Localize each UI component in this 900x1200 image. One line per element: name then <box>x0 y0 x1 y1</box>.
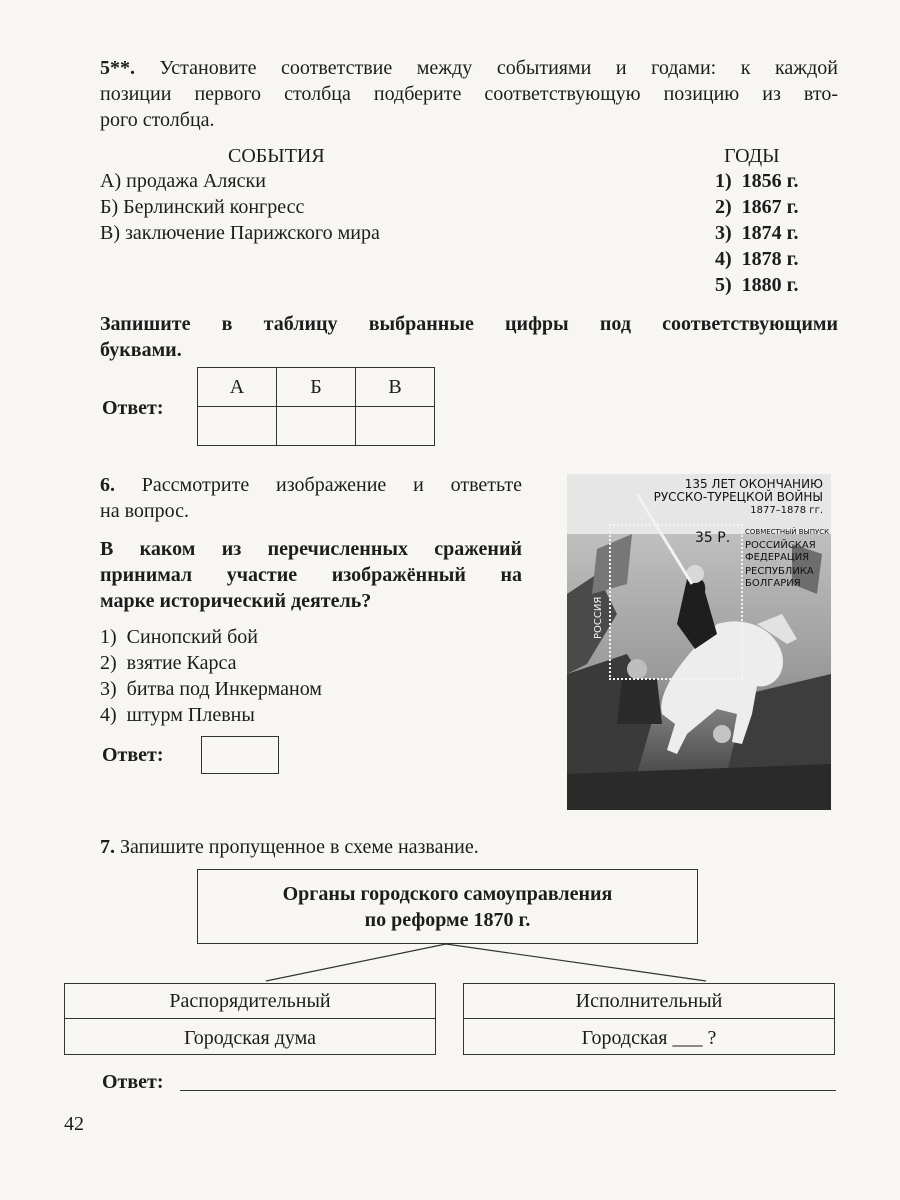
year-2: 2) 1867 г. <box>715 196 799 218</box>
q6-option-1: 1) Синопский бой <box>100 626 258 648</box>
q5-line-2: позиции первого столбца подберите соответствующую позицию из вто- <box>100 83 838 105</box>
q7-answer-label: Ответ: <box>102 1071 164 1093</box>
event-a: А) продажа Аляски <box>100 170 266 192</box>
right-box-header: Исполнительный <box>575 990 723 1012</box>
year-5: 5) 1880 г. <box>715 274 799 296</box>
q5-instruction: Запишите в таблицу выбранные цифры под соответствующими буквами. <box>100 313 838 361</box>
year-1: 1) 1856 г. <box>715 170 799 192</box>
left-box-value: Городская дума <box>183 1027 317 1049</box>
event-b: Б) Берлинский конгресс <box>100 196 305 218</box>
scheme-top-box: Органы городского самоуправления по реформе 1870 г. <box>197 869 698 944</box>
q6-number: 6. <box>100 474 115 496</box>
q5-line-3: рого столбца. <box>100 109 215 131</box>
table-header-v: В <box>356 368 435 407</box>
q7-answer-line[interactable] <box>180 1090 836 1091</box>
page-number: 42 <box>64 1113 84 1135</box>
q5-line-1: Установите соответствие между событиями и годами: к каждой <box>159 57 839 79</box>
q7-number: 7. <box>100 836 115 858</box>
left-box-header: Распорядительный <box>169 990 331 1012</box>
stamp-price: 35 Р. <box>695 530 731 546</box>
years-header: ГОДЫ <box>724 145 780 167</box>
event-v: В) заключение Парижского мира <box>100 222 380 244</box>
events-header: СОБЫТИЯ <box>228 145 325 167</box>
q5-answer-label: Ответ: <box>102 397 164 419</box>
q6-option-2: 2) взятие Карса <box>100 652 237 674</box>
q6-answer-label: Ответ: <box>102 744 164 766</box>
table-header-b: Б <box>277 368 356 407</box>
scheme-left-box <box>64 983 436 1055</box>
q6-question: В каком из перечисленных сражений принимал участие изображённый на марке исторический деятель? <box>100 538 522 612</box>
q6-option-4: 4) штурм Плевны <box>100 704 255 726</box>
q6-intro: 6. Рассмотрите изображение и ответьте на вопрос. <box>100 474 522 522</box>
q7-text: 7. Запишите пропущенное в схеме название. <box>100 836 479 858</box>
q6-option-3: 3) битва под Инкерманом <box>100 678 322 700</box>
stamp-country: РОССИЯ <box>593 596 604 639</box>
year-3: 3) 1874 г. <box>715 222 799 244</box>
stamp-side-text: СОВМЕСТНЫЙ ВЫПУСК РОССИЙСКАЯ ФЕДЕРАЦИЯ РЕСПУБЛИКА БОЛГАРИЯ <box>745 528 830 589</box>
scheme-right-box <box>463 983 835 1055</box>
stamp-title: 135 ЛЕТ ОКОНЧАНИЮ РУССКО-ТУРЕЦКОЙ ВОЙНЫ 1877–1878 гг. <box>653 477 823 516</box>
right-box-value: Городская ___ ? <box>581 1027 717 1049</box>
table-header-a: А <box>198 368 277 407</box>
year-4: 4) 1878 г. <box>715 248 799 270</box>
q5-number: 5**. <box>100 57 135 79</box>
